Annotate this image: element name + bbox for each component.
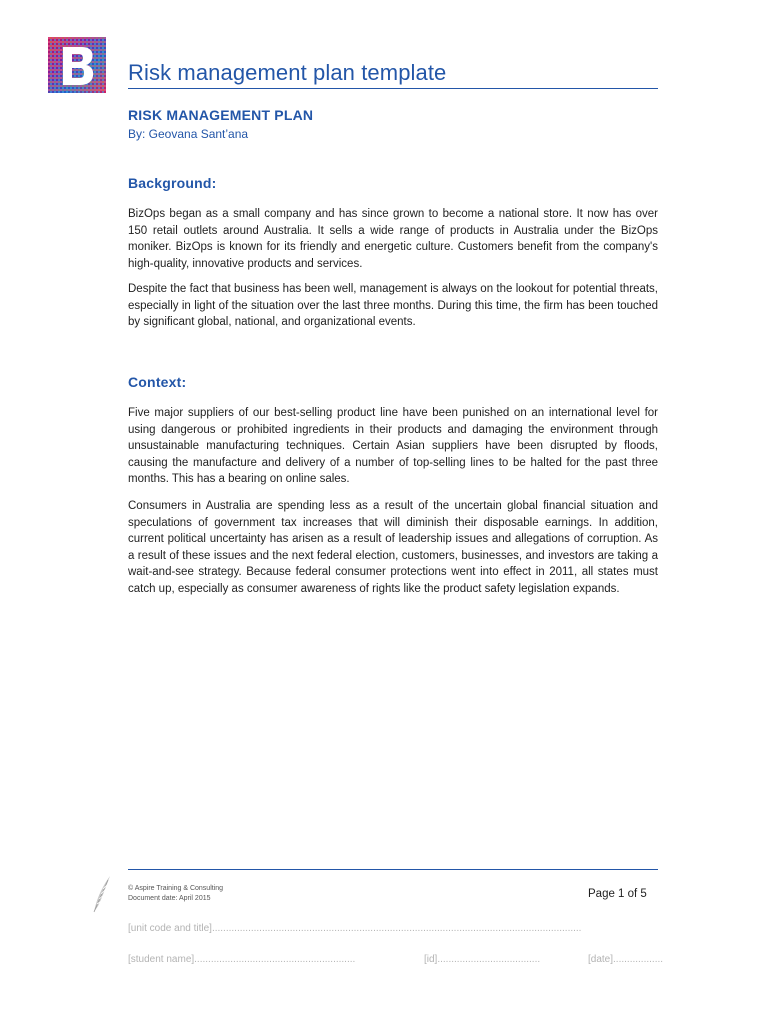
background-paragraph-1: BizOps began as a small company and has since grown to become a national store. It now has over 150 retail outlets around Australia. It sells a wide range of products in Australia under the BizOps moniker. BizOps is known for its friendly and energetic culture. Customers benefit from the company's high-quality, innovative products and services. — [128, 208, 658, 270]
page-number: Page 1 of 5 — [588, 888, 647, 900]
background-heading: Background: — [128, 175, 217, 191]
footer-divider — [128, 869, 658, 870]
context-heading: Context: — [128, 374, 187, 390]
document-title: Risk management plan template — [128, 60, 447, 85]
document-date: Document date: April 2015 — [128, 895, 211, 902]
context-paragraph-1: Five major suppliers of our best-selling product line have been punished on an international level for using dangerous or prohibited ingredients in their products and damaging the environment through unsustainable manufacturing techniques. Certain Asian suppliers have been disrupted by floods, causing the manufacture and delivery of a number of top-selling lines to be halted for the past three months. This has a bearing on online sales. — [128, 407, 658, 485]
plan-heading: RISK MANAGEMENT PLAN — [128, 107, 314, 123]
company-logo — [48, 37, 106, 93]
copyright-text: © Aspire Training & Consulting — [128, 885, 224, 892]
student-id-field: [id]..................................... — [424, 954, 541, 965]
unit-code-field: [unit code and title]..................................................................................................................................... — [128, 923, 582, 934]
context-paragraph-2: Consumers in Australia are spending less as a result of the uncertain global financial situation and speculations of government tax increases that will diminish their disposable earnings. In addition, current political uncertainty has arisen as a result of leadership issues and allegations of corruption. As a result of these issues and the next federal election, customers, businesses, and investors are taking a wait-and-see strategy. Because federal consumer protections went into effect in 2011, all states must catch up, especially as consumer awareness of rights like the product safety legislation expands. — [128, 500, 658, 595]
title-divider — [128, 88, 658, 89]
background-paragraph-2: Despite the fact that business has been well, management is always on the lookout for potential threats, especially in light of the situation over the last three months. During this time, the firm has been touched by significant global, national, and organizational events. — [128, 283, 658, 328]
feather-icon — [90, 874, 112, 914]
student-name-field: [student name].......................................................... — [128, 954, 356, 965]
author-line: By: Geovana Sant’ana — [128, 127, 249, 141]
date-field: [date].................. — [588, 954, 664, 965]
